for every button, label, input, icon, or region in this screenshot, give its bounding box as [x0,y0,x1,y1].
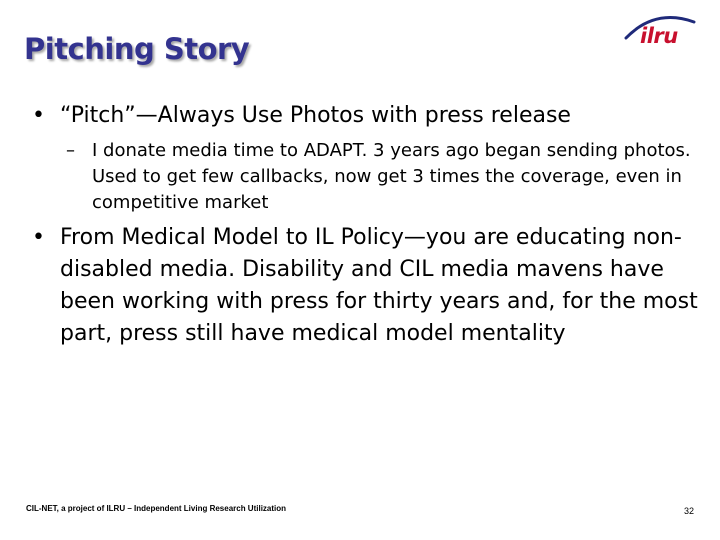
sub-bullet-marker: – [66,140,75,161]
logo-text: ilru [640,24,678,48]
slide-title: Pitching Story [24,32,250,66]
sub-bullet-text: I donate media time to ADAPT. 3 years ago began sending photos. Used to get few callbacks, now get 3 times the coverage, even in competitive market [92,140,691,213]
sub-bullet-item [30,138,700,216]
bullet-text: From Medical Model to IL Policy—you are educating non-disabled media. Disability and CIL media mavens have been working with press for thirty years and, for the most part, press still have medical model mentality [60,225,698,346]
footer-text: CIL-NET, a project of ILRU – Independent Living Research Utilization [26,504,287,513]
page-number: 32 [684,506,695,516]
bullet-item [30,222,700,350]
slide-content [30,100,700,350]
ilru-logo [620,8,700,54]
bullet-marker: • [32,103,45,128]
bullet-item [30,100,700,132]
bullet-text: “Pitch”—Always Use Photos with press release [60,103,571,128]
bullet-marker: • [32,225,45,250]
